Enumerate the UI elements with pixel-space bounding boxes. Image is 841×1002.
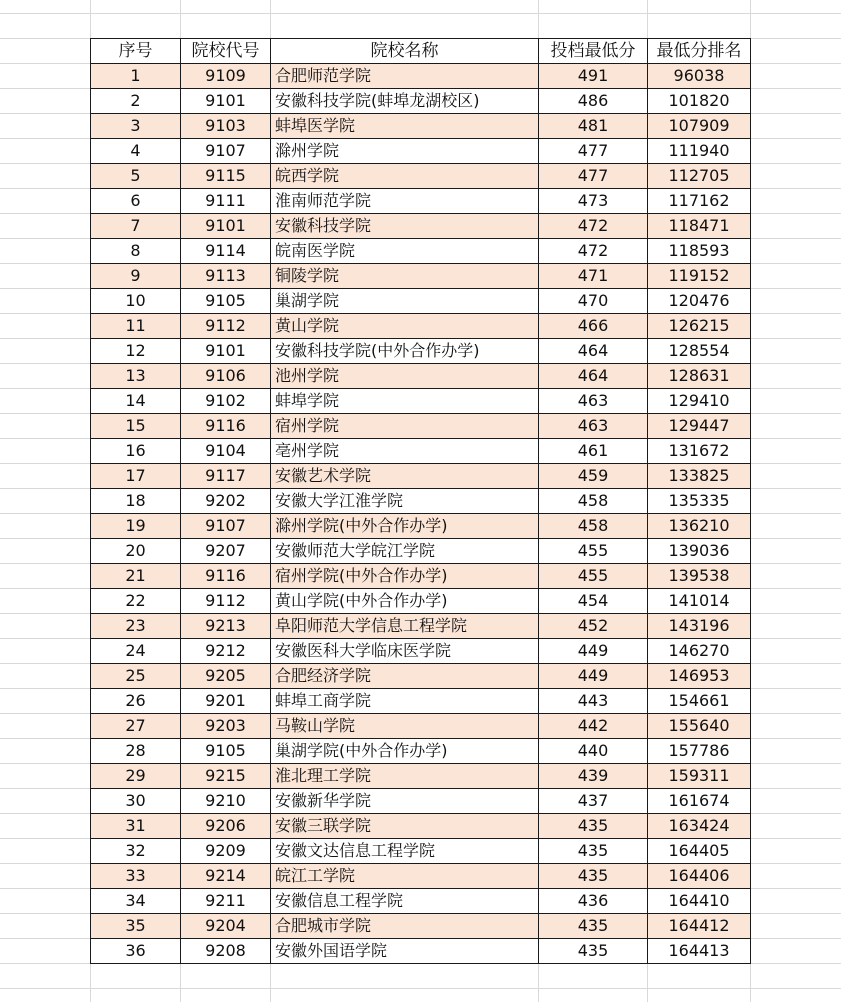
cell-min-score[interactable]: 473 (539, 189, 648, 214)
cell-min-score[interactable]: 461 (539, 439, 648, 464)
cell-min-score[interactable]: 449 (539, 639, 648, 664)
cell-index[interactable]: 18 (91, 489, 181, 514)
cell-index[interactable]: 11 (91, 314, 181, 339)
cell-min-score[interactable]: 435 (539, 814, 648, 839)
cell-min-rank[interactable]: 101820 (648, 89, 751, 114)
cell-school-code[interactable]: 9113 (181, 264, 271, 289)
cell-school-code[interactable]: 9112 (181, 314, 271, 339)
cell-school-code[interactable]: 9106 (181, 364, 271, 389)
cell-min-score[interactable]: 470 (539, 289, 648, 314)
cell-school-name[interactable]: 宿州学院(中外合作办学) (271, 564, 539, 589)
table-row (91, 639, 751, 664)
cell-min-rank[interactable]: 159311 (648, 764, 751, 789)
cell-min-rank[interactable]: 135335 (648, 489, 751, 514)
table-row (91, 239, 751, 264)
table-row (91, 114, 751, 139)
cell-min-score[interactable]: 471 (539, 264, 648, 289)
cell-min-rank[interactable]: 154661 (648, 689, 751, 714)
cell-index[interactable]: 24 (91, 639, 181, 664)
cell-school-code[interactable]: 9115 (181, 164, 271, 189)
cell-index[interactable]: 21 (91, 564, 181, 589)
cell-min-score[interactable]: 452 (539, 614, 648, 639)
cell-min-rank[interactable]: 111940 (648, 139, 751, 164)
cell-min-rank[interactable]: 126215 (648, 314, 751, 339)
table-row (91, 789, 751, 814)
table-row (91, 289, 751, 314)
cell-index[interactable]: 4 (91, 139, 181, 164)
cell-school-name[interactable]: 铜陵学院 (271, 264, 539, 289)
table-row (91, 164, 751, 189)
cell-school-code[interactable]: 9208 (181, 939, 271, 964)
cell-min-score[interactable]: 464 (539, 339, 648, 364)
cell-min-rank[interactable]: 164410 (648, 889, 751, 914)
cell-school-code[interactable]: 9101 (181, 89, 271, 114)
cell-school-code[interactable]: 9105 (181, 739, 271, 764)
cell-school-name[interactable]: 安徽文达信息工程学院 (271, 839, 539, 864)
cell-index[interactable]: 12 (91, 339, 181, 364)
table-row (91, 139, 751, 164)
table-row (91, 689, 751, 714)
cell-min-rank[interactable]: 139538 (648, 564, 751, 589)
cell-min-score[interactable]: 491 (539, 64, 648, 89)
cell-min-rank[interactable]: 155640 (648, 714, 751, 739)
cell-min-rank[interactable]: 161674 (648, 789, 751, 814)
table-row (91, 189, 751, 214)
cell-index[interactable]: 17 (91, 464, 181, 489)
cell-school-name[interactable]: 淮南师范学院 (271, 189, 539, 214)
cell-school-name[interactable]: 池州学院 (271, 364, 539, 389)
cell-school-code[interactable]: 9201 (181, 689, 271, 714)
cell-school-code[interactable]: 9116 (181, 414, 271, 439)
cell-index[interactable]: 9 (91, 264, 181, 289)
cell-index[interactable]: 30 (91, 789, 181, 814)
header-row (91, 39, 751, 64)
cell-min-score[interactable]: 455 (539, 564, 648, 589)
cell-min-score[interactable]: 458 (539, 514, 648, 539)
cell-school-code[interactable]: 9107 (181, 514, 271, 539)
cell-index[interactable]: 5 (91, 164, 181, 189)
cell-min-score[interactable]: 439 (539, 764, 648, 789)
cell-school-name[interactable]: 安徽外国语学院 (271, 939, 539, 964)
cell-index[interactable]: 8 (91, 239, 181, 264)
cell-school-name[interactable]: 黄山学院 (271, 314, 539, 339)
cell-min-rank[interactable]: 133825 (648, 464, 751, 489)
cell-min-rank[interactable]: 146270 (648, 639, 751, 664)
cell-min-rank[interactable]: 136210 (648, 514, 751, 539)
cell-min-rank[interactable]: 129410 (648, 389, 751, 414)
table-row (91, 814, 751, 839)
cell-index[interactable]: 19 (91, 514, 181, 539)
cell-min-rank[interactable]: 157786 (648, 739, 751, 764)
cell-school-code[interactable]: 9117 (181, 464, 271, 489)
cell-index[interactable]: 27 (91, 714, 181, 739)
table-row (91, 614, 751, 639)
cell-school-name[interactable]: 合肥城市学院 (271, 914, 539, 939)
cell-index[interactable]: 7 (91, 214, 181, 239)
table-row (91, 589, 751, 614)
cell-school-code[interactable]: 9112 (181, 589, 271, 614)
cell-index[interactable]: 26 (91, 689, 181, 714)
cell-school-name[interactable]: 安徽大学江淮学院 (271, 489, 539, 514)
table-row (91, 839, 751, 864)
cell-min-rank[interactable]: 120476 (648, 289, 751, 314)
cell-index[interactable]: 35 (91, 914, 181, 939)
cell-school-code[interactable]: 9210 (181, 789, 271, 814)
table-row (91, 864, 751, 889)
cell-index[interactable]: 23 (91, 614, 181, 639)
cell-school-code[interactable]: 9107 (181, 139, 271, 164)
cell-min-rank[interactable]: 96038 (648, 64, 751, 89)
table-row (91, 214, 751, 239)
cell-min-rank[interactable]: 164405 (648, 839, 751, 864)
cell-min-score[interactable]: 435 (539, 939, 648, 964)
cell-min-score[interactable]: 435 (539, 914, 648, 939)
cell-min-rank[interactable]: 119152 (648, 264, 751, 289)
cell-school-code[interactable]: 9205 (181, 664, 271, 689)
cell-index[interactable]: 16 (91, 439, 181, 464)
cell-index[interactable]: 20 (91, 539, 181, 564)
cell-school-code[interactable]: 9211 (181, 889, 271, 914)
cell-min-rank[interactable]: 128554 (648, 339, 751, 364)
cell-school-code[interactable]: 9207 (181, 539, 271, 564)
cell-school-code[interactable]: 9103 (181, 114, 271, 139)
cell-index[interactable]: 29 (91, 764, 181, 789)
cell-school-code[interactable]: 9209 (181, 839, 271, 864)
table-row (91, 464, 751, 489)
table-row (91, 764, 751, 789)
cell-school-code[interactable]: 9215 (181, 764, 271, 789)
cell-school-code[interactable]: 9203 (181, 714, 271, 739)
cell-min-rank[interactable]: 118471 (648, 214, 751, 239)
cell-school-name[interactable]: 皖江工学院 (271, 864, 539, 889)
cell-school-name[interactable]: 皖南医学院 (271, 239, 539, 264)
cell-index[interactable]: 14 (91, 389, 181, 414)
cell-min-score[interactable]: 463 (539, 414, 648, 439)
cell-min-score[interactable]: 449 (539, 664, 648, 689)
cell-school-code[interactable]: 9202 (181, 489, 271, 514)
cell-min-rank[interactable]: 163424 (648, 814, 751, 839)
cell-index[interactable]: 22 (91, 589, 181, 614)
cell-school-name[interactable]: 滁州学院(中外合作办学) (271, 514, 539, 539)
cell-school-name[interactable]: 蚌埠医学院 (271, 114, 539, 139)
table-row (91, 364, 751, 389)
cell-index[interactable]: 34 (91, 889, 181, 914)
cell-school-code[interactable]: 9109 (181, 64, 271, 89)
cell-min-score[interactable]: 463 (539, 389, 648, 414)
grid-row-line (0, 13, 841, 14)
cell-school-name[interactable]: 阜阳师范大学信息工程学院 (271, 614, 539, 639)
cell-min-score[interactable]: 477 (539, 164, 648, 189)
cell-min-score[interactable]: 477 (539, 139, 648, 164)
cell-min-rank[interactable]: 129447 (648, 414, 751, 439)
cell-min-score[interactable]: 464 (539, 364, 648, 389)
cell-school-name[interactable]: 滁州学院 (271, 139, 539, 164)
table-row (91, 739, 751, 764)
cell-school-code[interactable]: 9116 (181, 564, 271, 589)
cell-index[interactable]: 1 (91, 64, 181, 89)
cell-school-name[interactable]: 皖西学院 (271, 164, 539, 189)
header-index[interactable]: 序号 (91, 39, 181, 64)
cell-school-name[interactable]: 亳州学院 (271, 439, 539, 464)
cell-index[interactable]: 36 (91, 939, 181, 964)
cell-min-rank[interactable]: 141014 (648, 589, 751, 614)
cell-min-rank[interactable]: 164406 (648, 864, 751, 889)
table-row (91, 89, 751, 114)
cell-index[interactable]: 13 (91, 364, 181, 389)
cell-school-name[interactable]: 安徽信息工程学院 (271, 889, 539, 914)
table-row (91, 564, 751, 589)
cell-school-name[interactable]: 安徽科技学院(中外合作办学) (271, 339, 539, 364)
cell-school-code[interactable]: 9111 (181, 189, 271, 214)
table-row (91, 439, 751, 464)
cell-school-name[interactable]: 巢湖学院(中外合作办学) (271, 739, 539, 764)
cell-min-score[interactable]: 435 (539, 839, 648, 864)
cell-min-rank[interactable]: 107909 (648, 114, 751, 139)
table-row (91, 514, 751, 539)
header-min-rank[interactable]: 最低分排名 (648, 39, 751, 64)
cell-min-rank[interactable]: 143196 (648, 614, 751, 639)
cell-min-score[interactable]: 481 (539, 114, 648, 139)
table-row (91, 489, 751, 514)
cell-min-rank[interactable]: 128631 (648, 364, 751, 389)
table-row (91, 389, 751, 414)
cell-min-rank[interactable]: 131672 (648, 439, 751, 464)
cell-min-score[interactable]: 459 (539, 464, 648, 489)
cell-school-name[interactable]: 黄山学院(中外合作办学) (271, 589, 539, 614)
table-row (91, 714, 751, 739)
cell-index[interactable]: 2 (91, 89, 181, 114)
cell-min-rank[interactable]: 117162 (648, 189, 751, 214)
cell-school-name[interactable]: 蚌埠工商学院 (271, 689, 539, 714)
table-row (91, 64, 751, 89)
cell-min-score[interactable]: 455 (539, 539, 648, 564)
cell-school-name[interactable]: 安徽医科大学临床医学院 (271, 639, 539, 664)
cell-school-code[interactable]: 9114 (181, 239, 271, 264)
cell-school-code[interactable]: 9204 (181, 914, 271, 939)
grid-row-line (0, 988, 841, 989)
cell-min-rank[interactable]: 164413 (648, 939, 751, 964)
cell-index[interactable]: 32 (91, 839, 181, 864)
cell-school-code[interactable]: 9102 (181, 389, 271, 414)
cell-min-score[interactable]: 440 (539, 739, 648, 764)
cell-school-code[interactable]: 9104 (181, 439, 271, 464)
table-row (91, 664, 751, 689)
cell-min-rank[interactable]: 164412 (648, 914, 751, 939)
cell-min-score[interactable]: 454 (539, 589, 648, 614)
header-min-score[interactable]: 投档最低分 (539, 39, 648, 64)
cell-school-name[interactable]: 马鞍山学院 (271, 714, 539, 739)
table-row (91, 914, 751, 939)
cell-school-name[interactable]: 安徽三联学院 (271, 814, 539, 839)
cell-index[interactable]: 28 (91, 739, 181, 764)
cell-index[interactable]: 3 (91, 114, 181, 139)
table-row (91, 414, 751, 439)
cell-school-code[interactable]: 9206 (181, 814, 271, 839)
cell-school-code[interactable]: 9214 (181, 864, 271, 889)
admission-scores-table (90, 38, 751, 964)
cell-min-score[interactable]: 472 (539, 214, 648, 239)
cell-min-rank[interactable]: 118593 (648, 239, 751, 264)
table-row (91, 264, 751, 289)
cell-school-name[interactable]: 安徽新华学院 (271, 789, 539, 814)
cell-min-rank[interactable]: 146953 (648, 664, 751, 689)
cell-school-name[interactable]: 巢湖学院 (271, 289, 539, 314)
cell-school-name[interactable]: 安徽科技学院(蚌埠龙湖校区) (271, 89, 539, 114)
cell-min-score[interactable]: 437 (539, 789, 648, 814)
cell-school-name[interactable]: 淮北理工学院 (271, 764, 539, 789)
cell-school-code[interactable]: 9105 (181, 289, 271, 314)
cell-school-code[interactable]: 9101 (181, 214, 271, 239)
cell-min-score[interactable]: 436 (539, 889, 648, 914)
table-row (91, 339, 751, 364)
cell-school-code[interactable]: 9101 (181, 339, 271, 364)
cell-min-score[interactable]: 435 (539, 864, 648, 889)
cell-school-name[interactable]: 安徽艺术学院 (271, 464, 539, 489)
cell-school-name[interactable]: 宿州学院 (271, 414, 539, 439)
cell-index[interactable]: 6 (91, 189, 181, 214)
cell-min-rank[interactable]: 112705 (648, 164, 751, 189)
cell-school-name[interactable]: 安徽科技学院 (271, 214, 539, 239)
cell-min-score[interactable]: 466 (539, 314, 648, 339)
cell-min-score[interactable]: 458 (539, 489, 648, 514)
header-school-code[interactable]: 院校代号 (181, 39, 271, 64)
cell-school-code[interactable]: 9212 (181, 639, 271, 664)
cell-index[interactable]: 33 (91, 864, 181, 889)
cell-index[interactable]: 15 (91, 414, 181, 439)
table-row (91, 889, 751, 914)
cell-school-name[interactable]: 安徽师范大学皖江学院 (271, 539, 539, 564)
cell-school-code[interactable]: 9213 (181, 614, 271, 639)
cell-min-score[interactable]: 486 (539, 89, 648, 114)
header-school-name[interactable]: 院校名称 (271, 39, 539, 64)
cell-school-name[interactable]: 合肥经济学院 (271, 664, 539, 689)
cell-min-score[interactable]: 472 (539, 239, 648, 264)
cell-min-rank[interactable]: 139036 (648, 539, 751, 564)
table-row (91, 939, 751, 964)
cell-school-name[interactable]: 合肥师范学院 (271, 64, 539, 89)
cell-index[interactable]: 31 (91, 814, 181, 839)
cell-min-score[interactable]: 443 (539, 689, 648, 714)
cell-school-name[interactable]: 蚌埠学院 (271, 389, 539, 414)
cell-index[interactable]: 10 (91, 289, 181, 314)
cell-min-score[interactable]: 442 (539, 714, 648, 739)
table-row (91, 314, 751, 339)
cell-index[interactable]: 25 (91, 664, 181, 689)
table-row (91, 539, 751, 564)
